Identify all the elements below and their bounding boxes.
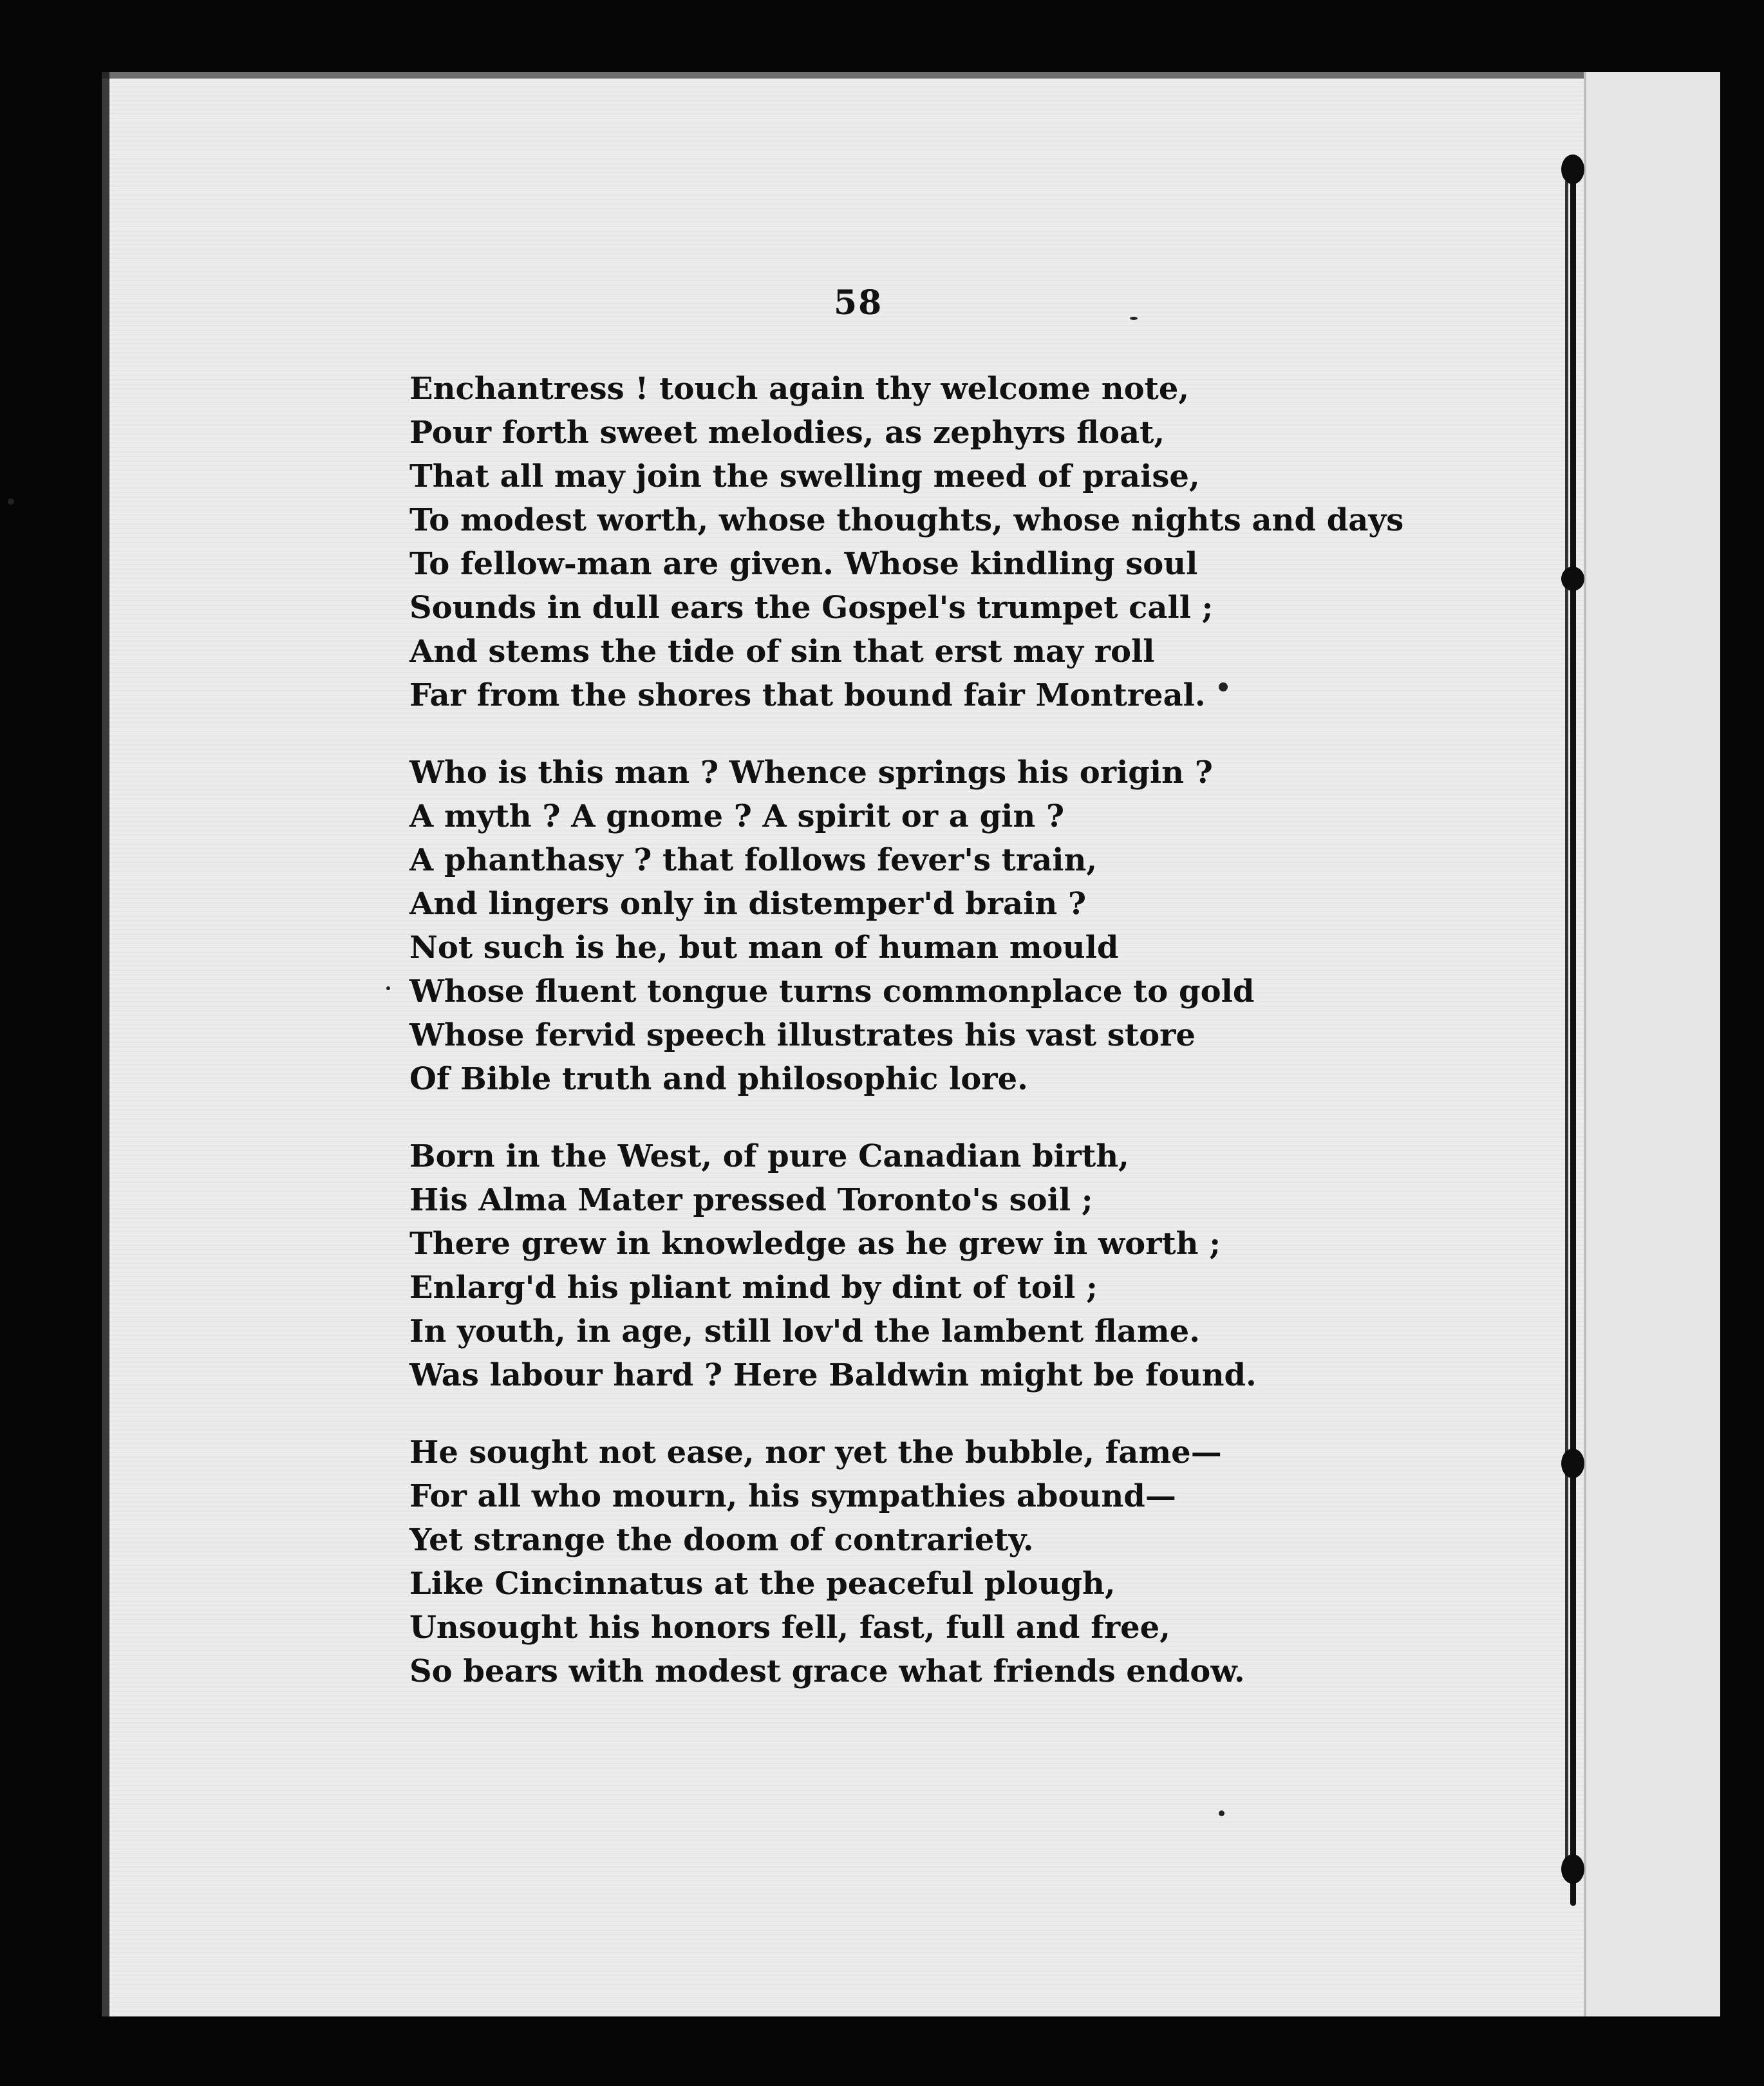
binding-thread — [1561, 155, 1584, 1906]
poem-line: For all who mourn, his sympathies abound— — [409, 1478, 1176, 1514]
poem-line: Enchantress ! touch again thy welcome note, — [409, 371, 1190, 407]
poem-line: Was labour hard ? Here Baldwin might be found. — [409, 1357, 1257, 1393]
poem-line: Not such is he, but man of human mould — [409, 930, 1119, 966]
poem-line: That all may join the swelling meed of praise, — [409, 458, 1200, 494]
poem-line: Yet strange the doom of contrariety. — [409, 1522, 1034, 1558]
binding-knot — [1561, 567, 1584, 591]
page-left-edge — [102, 72, 109, 2016]
poem-line: He sought not ease, nor yet the bubble, fame— — [409, 1434, 1222, 1471]
binding-knot — [1561, 155, 1584, 184]
ink-speck — [8, 498, 14, 505]
poem-line: His Alma Mater pressed Toronto's soil ; — [409, 1182, 1093, 1218]
poem-line: Far from the shores that bound fair Montreal. — [409, 677, 1206, 713]
poem-line: And stems the tide of sin that erst may roll — [409, 634, 1155, 670]
binding-knot — [1561, 1449, 1584, 1478]
poem-line: In youth, in age, still lov'd the lambent flame. — [409, 1313, 1200, 1349]
ink-speck — [1130, 317, 1138, 320]
page-number: 58 — [834, 283, 883, 323]
poem-line: Like Cincinnatus at the peaceful plough, — [409, 1566, 1116, 1602]
stanza — [409, 751, 1375, 1101]
stanza — [409, 1431, 1375, 1693]
binding-thread-main — [1570, 155, 1576, 1906]
poem-body — [409, 367, 1404, 1693]
poem-line: Of Bible truth and philosophic lore. — [409, 1061, 1028, 1097]
poem-line: So bears with modest grace what friends endow. — [409, 1653, 1245, 1689]
poem-line: Whose fervid speech illustrates his vast store — [409, 1017, 1196, 1053]
binding-thread-secondary — [1565, 180, 1568, 1880]
page-top-shadow — [102, 72, 1718, 79]
poem-line: And lingers only in distemper'd brain ? — [409, 886, 1087, 922]
ink-speck — [1219, 1810, 1224, 1816]
poem-line: Born in the West, of pure Canadian birth, — [409, 1138, 1129, 1174]
poem-line: To modest worth, whose thoughts, whose nights and days — [409, 502, 1404, 538]
binding-knot — [1561, 1854, 1584, 1884]
poem-line: To fellow-man are given. Whose kindling soul — [409, 546, 1198, 582]
stanza — [409, 1134, 1375, 1397]
facing-page-edge — [1584, 72, 1720, 2016]
poem-line: A myth ? A gnome ? A spirit or a gin ? — [409, 798, 1065, 834]
poem-line: Pour forth sweet melodies, as zephyrs float, — [409, 415, 1165, 451]
poem-line: Unsought his honors fell, fast, full and free, — [409, 1610, 1170, 1646]
stanza — [409, 367, 1404, 717]
poem-line: A phanthasy ? that follows fever's train, — [409, 842, 1098, 878]
ink-speck — [386, 986, 390, 990]
poem-line: There grew in knowledge as he grew in worth ; — [409, 1226, 1221, 1262]
poem-line: Enlarg'd his pliant mind by dint of toil ; — [409, 1270, 1098, 1306]
poem-line: Who is this man ? Whence springs his origin ? — [409, 755, 1213, 791]
poem-line: Sounds in dull ears the Gospel's trumpet call ; — [409, 590, 1214, 626]
poem-line: Whose fluent tongue turns commonplace to gold — [409, 973, 1255, 1010]
